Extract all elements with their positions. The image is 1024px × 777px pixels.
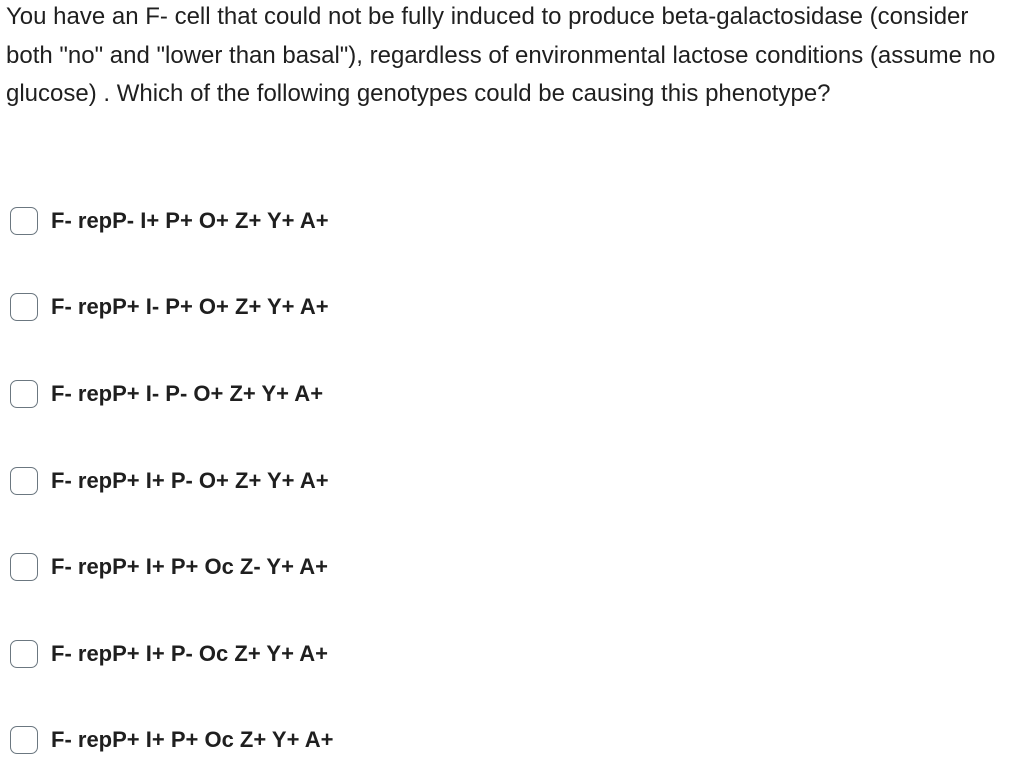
answer-option[interactable] xyxy=(10,377,323,411)
answer-option[interactable] xyxy=(10,204,329,238)
answer-option-label: F- repP+ I+ P- O+ Z+ Y+ A+ xyxy=(51,468,329,493)
checkbox[interactable] xyxy=(10,293,38,321)
answer-option[interactable] xyxy=(10,290,329,324)
checkbox[interactable] xyxy=(10,553,38,581)
answer-option[interactable] xyxy=(10,637,328,671)
question-text: You have an F- cell that could not be fully induced to produce beta-galactosidase (consider both "no" and "lower than basal"), regardless of environmental lactose conditions (assume no glucose) . Which of the following genotypes could be causing this phenotype? xyxy=(6,3,996,107)
checkbox[interactable] xyxy=(10,726,38,754)
answer-option[interactable] xyxy=(10,723,333,757)
answer-option-label: F- repP+ I+ P+ Oc Z+ Y+ A+ xyxy=(51,727,334,752)
answer-option-label: F- repP+ I+ P+ Oc Z- Y+ A+ xyxy=(51,554,328,579)
answer-option[interactable] xyxy=(10,550,328,584)
answer-option-label: F- repP+ I- P+ O+ Z+ Y+ A+ xyxy=(51,294,329,319)
answer-option[interactable] xyxy=(10,464,329,498)
answer-option-label: F- repP+ I- P- O+ Z+ Y+ A+ xyxy=(51,381,324,406)
checkbox[interactable] xyxy=(10,640,38,668)
answer-option-label: F- repP- I+ P+ O+ Z+ Y+ A+ xyxy=(51,208,329,233)
answer-option-label: F- repP+ I+ P- Oc Z+ Y+ A+ xyxy=(51,641,328,666)
checkbox[interactable] xyxy=(10,207,38,235)
checkbox[interactable] xyxy=(10,467,38,495)
checkbox[interactable] xyxy=(10,380,38,408)
